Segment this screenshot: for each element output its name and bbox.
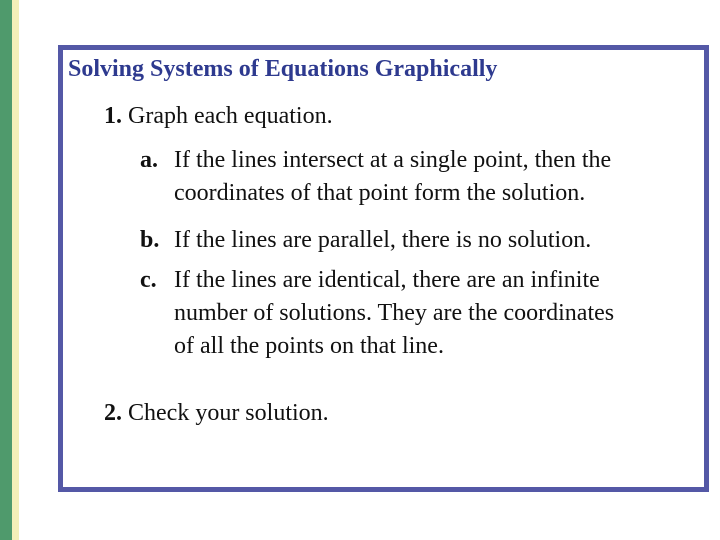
step-1-number: 1. bbox=[104, 103, 122, 129]
substep-c-text bbox=[174, 264, 694, 363]
step-1 bbox=[104, 100, 333, 133]
substep-c-line-2: number of solutions. They are the coordinates bbox=[174, 300, 615, 326]
substep-b-line-1: If the lines are parallel, there is no solution. bbox=[174, 227, 592, 253]
substep-a-text bbox=[174, 144, 694, 210]
step-2 bbox=[104, 397, 329, 430]
substep-c-line-3: of all the points on that line. bbox=[174, 333, 444, 359]
substep-b-text bbox=[174, 224, 694, 257]
step-2-number: 2. bbox=[104, 400, 122, 426]
substep-c-line-1: If the lines are identical, there are an infinite bbox=[174, 267, 600, 293]
left-accent-stripe-light bbox=[12, 0, 19, 540]
step-1-text: Graph each equation. bbox=[128, 103, 333, 129]
left-accent-stripe bbox=[0, 0, 12, 540]
substep-a-line-2: coordinates of that point form the solution. bbox=[174, 180, 586, 206]
substep-a-label: a. bbox=[140, 147, 158, 173]
substep-b-label: b. bbox=[140, 227, 160, 253]
step-2-text: Check your solution. bbox=[128, 400, 329, 426]
substep-c-label: c. bbox=[140, 267, 157, 293]
slide-title: Solving Systems of Equations Graphically bbox=[68, 56, 498, 82]
substep-a-line-1: If the lines intersect at a single point, then the bbox=[174, 147, 612, 173]
